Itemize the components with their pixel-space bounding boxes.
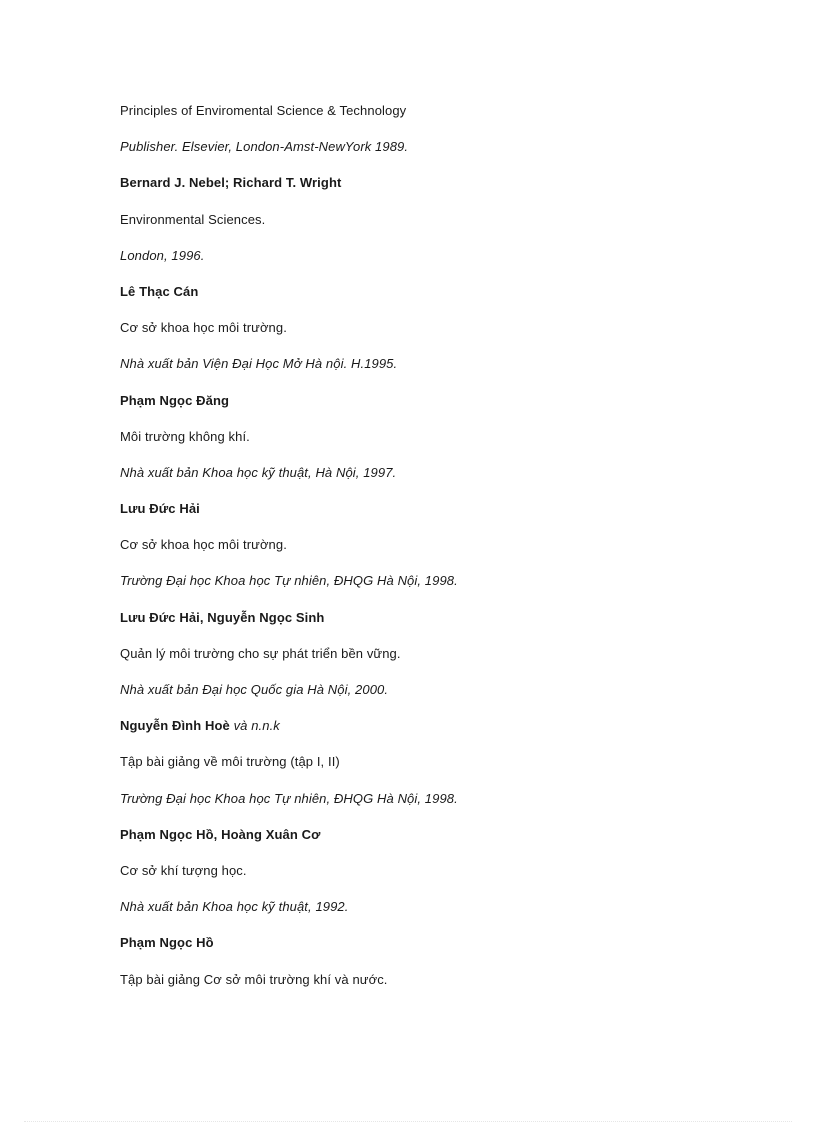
reference-author: Lưu Đức Hải xyxy=(120,501,200,517)
reference-publisher: Nhà xuất bản Viện Đại Học Mở Hà nội. H.1995. xyxy=(120,356,398,372)
reference-author: Phạm Ngọc Đăng xyxy=(120,392,230,408)
reference-line: Publisher. Elsevier, London-Amst-NewYork 1989. xyxy=(120,139,409,155)
reference-publisher: Trường Đại học Khoa học Tự nhiên, ĐHQG Hà Nội, 1998. xyxy=(120,573,458,589)
page-bottom-divider xyxy=(24,1121,792,1122)
reference-list xyxy=(120,102,780,1007)
reference-title: Tập bài giảng Cơ sở môi trường khí và nước. xyxy=(120,971,388,987)
reference-publisher: Nhà xuất bản Đại học Quốc gia Hà Nội, 2000. xyxy=(120,682,389,697)
reference-author: Nguyễn Đình Hoè xyxy=(120,718,230,734)
reference-author-suffix: và n.n.k xyxy=(233,718,280,734)
reference-title: Cơ sở khoa học môi trường. xyxy=(120,537,287,553)
reference-author: Lê Thạc Cán xyxy=(120,283,199,299)
reference-title: Quản lý môi trường cho sự phát triển bền vững. xyxy=(120,645,401,661)
reference-author: Bernard J. Nebel; Richard T. Wright xyxy=(120,175,342,191)
reference-title: Môi trường không khí. xyxy=(120,428,250,444)
reference-publisher: Nhà xuất bản Khoa học kỹ thuật, 1992. xyxy=(120,899,349,915)
reference-title: Tập bài giảng về môi trường (tập I, II) xyxy=(120,754,340,770)
reference-publisher: Nhà xuất bản Khoa học kỹ thuật, Hà Nội, 1997. xyxy=(120,464,397,480)
reference-line: Principles of Enviromental Science & Technology xyxy=(120,103,407,118)
reference-author: Phạm Ngọc Hồ, Hoàng Xuân Cơ xyxy=(120,826,321,842)
reference-title: Cơ sở khí tượng học. xyxy=(120,862,247,878)
reference-author: Phạm Ngọc Hồ xyxy=(120,935,214,951)
reference-publisher: Trường Đại học Khoa học Tự nhiên, ĐHQG Hà Nội, 1998. xyxy=(120,790,458,806)
reference-title: Cơ sở khoa học môi trường. xyxy=(120,320,287,336)
reference-author: Lưu Đức Hải, Nguyễn Ngọc Sinh xyxy=(120,609,325,625)
reference-author-line xyxy=(120,717,780,753)
reference-publisher: London, 1996. xyxy=(120,247,205,263)
reference-title: Environmental Sciences. xyxy=(120,211,266,227)
